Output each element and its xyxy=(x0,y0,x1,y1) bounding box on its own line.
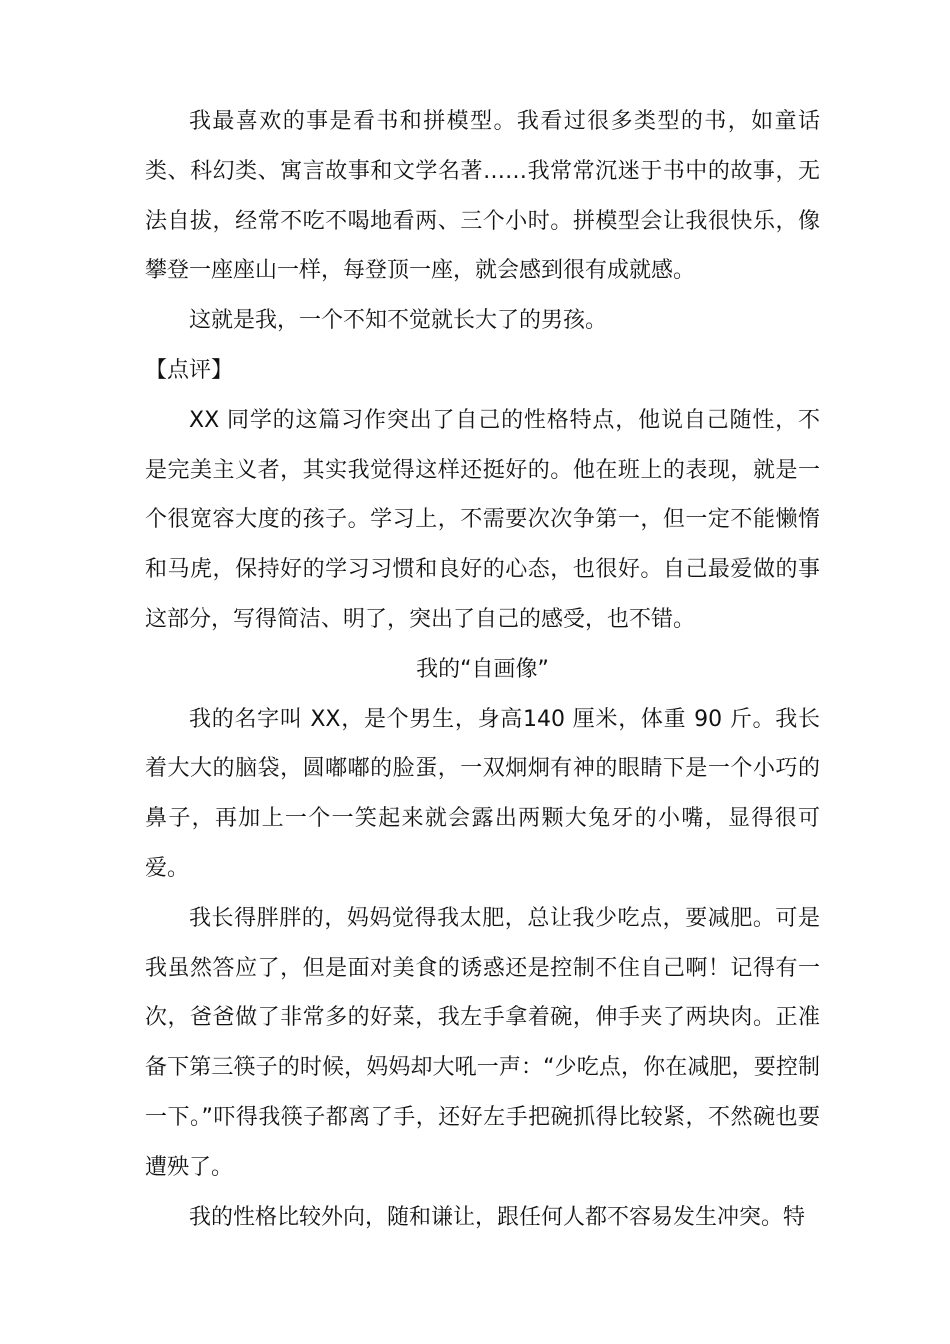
essay-paragraph-appearance: 我的名字叫 XX，是个男生，身高140 厘米，体重 90 斤。我长着大大的脑袋，圆嘟嘟的脸蛋，一双炯炯有神的眼睛下是一个小巧的鼻子，再加上一个一笑起来就会露出两颗大兔牙的小嘴，显得很可爱。 xyxy=(145,706,820,881)
review-heading: 【点评】 xyxy=(145,357,234,383)
essay-paragraph-personality: 我的性格比较外向，随和谦让，跟任何人都不容易发生冲突。特 xyxy=(189,1204,806,1230)
paragraph-conclusion: 这就是我，一个不知不觉就长大了的男孩。 xyxy=(189,308,608,334)
essay-title: 我的“自画像” xyxy=(416,656,549,682)
document-body xyxy=(145,97,820,1242)
paragraph-hobbies: 我最喜欢的事是看书和拼模型。我看过很多类型的书，如童话类、科幻类、寓言故事和文学名著……我常常沉迷于书中的故事，无法自拔，经常不吃不喝地看两、三个小时。拼模型会让我很快乐，像攀登一座座山一样，每登顶一座，就会感到很有成就感。 xyxy=(145,109,820,284)
review-text: XX 同学的这篇习作突出了自己的性格特点，他说自己随性，不是完美主义者，其实我觉得这样还挺好的。他在班上的表现，就是一个很宽容大度的孩子。学习上，不需要次次争第一，但一定不能懒惰和马虎，保持好的学习习惯和良好的心态，也很好。自己最爱做的事这部分，写得简洁、明了，突出了自己的感受，也不错。 xyxy=(145,407,820,632)
essay-paragraph-diet: 我长得胖胖的，妈妈觉得我太肥，总让我少吃点，要减肥。可是我虽然答应了，但是面对美食的诱惑还是控制不住自己啊！记得有一次，爸爸做了非常多的好菜，我左手拿着碗，伸手夹了两块肉。正准备下第三筷子的时候，妈妈却大吼一声：“少吃点，你在减肥，要控制一下。”吓得我筷子都离了手，还好左手把碗抓得比较紧，不然碗也要遭殃了。 xyxy=(145,905,820,1180)
